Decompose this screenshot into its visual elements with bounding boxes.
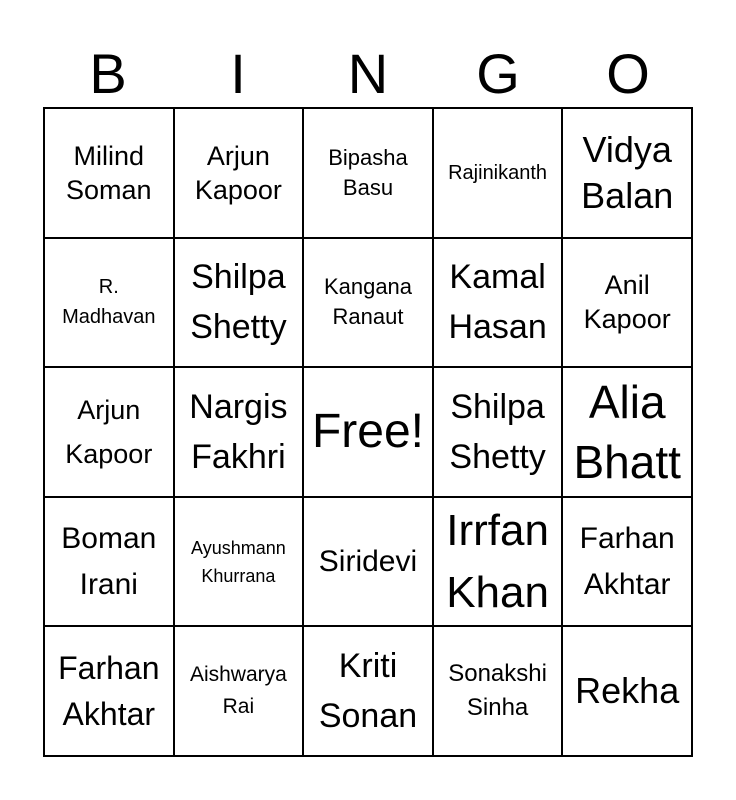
header-letter-n: N (347, 42, 389, 105)
bingo-cell-text: Aishwarya Rai (189, 663, 287, 719)
bingo-cell-text: Kamal Hasan (448, 258, 547, 347)
bingo-cell-text: Siridevi (318, 544, 418, 578)
bingo-cell-text: Boman Irani (61, 521, 157, 601)
header-letter-b: B (89, 42, 127, 105)
bingo-free-space: Free! (311, 404, 424, 458)
bingo-cell (304, 498, 434, 628)
bingo-cell-text: Farhan Akhtar (58, 650, 160, 733)
bingo-cell (45, 627, 175, 757)
bingo-cell (45, 368, 175, 498)
bingo-cell (434, 627, 564, 757)
bingo-cell-text: Arjun Kapoor (65, 394, 153, 469)
bingo-cell (45, 498, 175, 628)
bingo-cell-text: Kangana Ranaut (323, 274, 413, 330)
bingo-cell-text: Irrfan Khan (446, 505, 549, 617)
bingo-cell (304, 368, 434, 498)
bingo-cell (175, 627, 305, 757)
bingo-card-grid (43, 107, 693, 757)
bingo-cell-text: Rekha (575, 670, 680, 712)
bingo-cell-text: Alia Bhatt (573, 375, 681, 488)
bingo-cell (175, 109, 305, 239)
bingo-cell (434, 368, 564, 498)
bingo-cell-text: Kriti Sonan (318, 647, 418, 736)
bingo-cell (434, 239, 564, 369)
bingo-cell-text: Milind Soman (66, 140, 152, 205)
bingo-header (43, 42, 693, 106)
bingo-cell-text: Anil Kapoor (583, 270, 671, 335)
bingo-cell (304, 109, 434, 239)
bingo-cell-text: Bipasha Basu (328, 144, 408, 200)
bingo-cell-text: Arjun Kapoor (194, 140, 282, 205)
bingo-cell (563, 368, 693, 498)
bingo-cell-text: Rajinikanth (448, 161, 548, 184)
bingo-cell (563, 498, 693, 628)
bingo-cell (563, 627, 693, 757)
bingo-cell-text: R. Madhavan (62, 276, 156, 329)
header-letter-i: I (230, 42, 246, 105)
bingo-cell (304, 239, 434, 369)
bingo-cell-text: Shilpa Shetty (190, 258, 287, 347)
header-letter-o: O (606, 42, 650, 105)
bingo-cell-text: Nargis Fakhri (189, 387, 288, 476)
bingo-cell-text: Shilpa Shetty (449, 387, 546, 476)
bingo-cell (563, 239, 693, 369)
bingo-cell (434, 109, 564, 239)
bingo-cell (175, 239, 305, 369)
bingo-cell (175, 368, 305, 498)
bingo-cell-text: Sonakshi Sinha (448, 660, 547, 722)
bingo-cell (45, 109, 175, 239)
bingo-cell-text: Ayushmann Khurrana (191, 537, 286, 586)
bingo-cell-text: Farhan Akhtar (579, 521, 675, 601)
bingo-cell-text: Vidya Balan (581, 128, 674, 216)
bingo-cell (175, 498, 305, 628)
bingo-cell (45, 239, 175, 369)
bingo-cell (304, 627, 434, 757)
bingo-cell (434, 498, 564, 628)
bingo-cell (563, 109, 693, 239)
header-letter-g: G (476, 42, 520, 105)
